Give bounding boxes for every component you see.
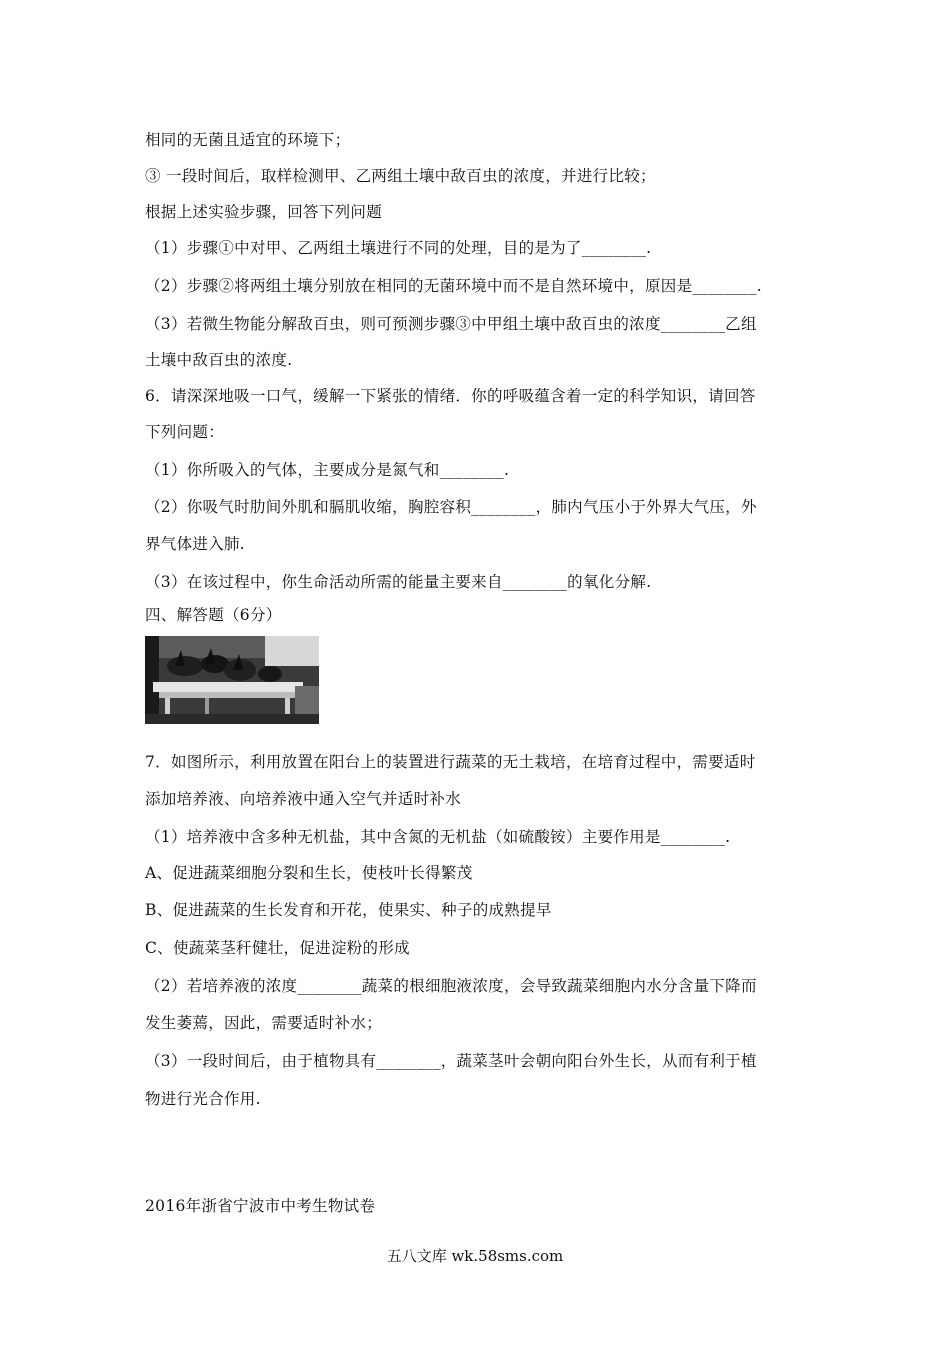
text-line: 相同的无菌且适宜的环境下； bbox=[145, 131, 351, 149]
text-line: 土壤中敌百虫的浓度. bbox=[145, 351, 293, 369]
text-line: （1）步骤①中对甲、乙两组土壤进行不同的处理，目的是为了________. bbox=[145, 239, 652, 257]
section-heading: 四、解答题（6分） bbox=[145, 606, 282, 624]
text-line: （3）若微生物能分解敌百虫，则可预测步骤③中甲组土壤中敌百虫的浓度________乙组 bbox=[145, 315, 757, 333]
question-6-heading: 6．请深深地吸一口气，缓解一下紧张的情绪．你的呼吸蕴含着一定的科学知识，请回答 bbox=[145, 387, 756, 405]
text-line: （3）一段时间后，由于植物具有________，蔬菜茎叶会朝向阳台外生长，从而有利于植 bbox=[145, 1052, 757, 1070]
text-line: 下列问题： bbox=[145, 423, 225, 441]
text-line: （2）步骤②将两组土壤分别放在相同的无菌环境中而不是自然环境中，原因是________. bbox=[145, 277, 762, 295]
text-line: （3）在该过程中，你生命活动所需的能量主要来自________的氧化分解. bbox=[145, 573, 652, 591]
option-b: B、促进蔬菜的生长发育和开花，使果实、种子的成熟提早 bbox=[145, 901, 552, 919]
question-7-heading: 7．如图所示，利用放置在阳台上的装置进行蔬菜的无土栽培，在培育过程中，需要适时 bbox=[145, 753, 756, 771]
option-a: A、促进蔬菜细胞分裂和生长，使枝叶长得繁茂 bbox=[145, 864, 473, 882]
text-line: 根据上述实验步骤，回答下列问题 bbox=[145, 203, 383, 221]
text-line: （1）你所吸入的气体，主要成分是氮气和________. bbox=[145, 461, 510, 479]
text-line: 添加培养液、向培养液中通入空气并适时补水 bbox=[145, 790, 462, 808]
text-line: （1）培养液中含多种无机盐，其中含氮的无机盐（如硫酸铵）主要作用是________. bbox=[145, 828, 731, 846]
text-line: （2）若培养液的浓度________蔬菜的根细胞液浓度，会导致蔬菜细胞内水分含量下降而 bbox=[145, 977, 757, 995]
site-watermark: 五八文库 wk.58sms.com bbox=[386, 1247, 564, 1265]
text-line: 界气体进入肺. bbox=[145, 535, 246, 553]
text-line: （2）你吸气时肋间外肌和膈肌收缩，胸腔容积________，肺内气压小于外界大气压，外 bbox=[145, 498, 757, 516]
text-line: ③ 一段时间后，取样检测甲、乙两组土壤中敌百虫的浓度，并进行比较； bbox=[145, 167, 656, 185]
text-line: 物进行光合作用. bbox=[145, 1090, 261, 1108]
option-c: C、使蔬菜茎秆健壮，促进淀粉的形成 bbox=[145, 939, 410, 957]
exam-title-footer: 2016年浙省宁波市中考生物试卷 bbox=[145, 1197, 376, 1215]
hydroponics-photo bbox=[145, 636, 319, 724]
text-line: 发生萎蔫，因此，需要适时补水； bbox=[145, 1014, 383, 1032]
